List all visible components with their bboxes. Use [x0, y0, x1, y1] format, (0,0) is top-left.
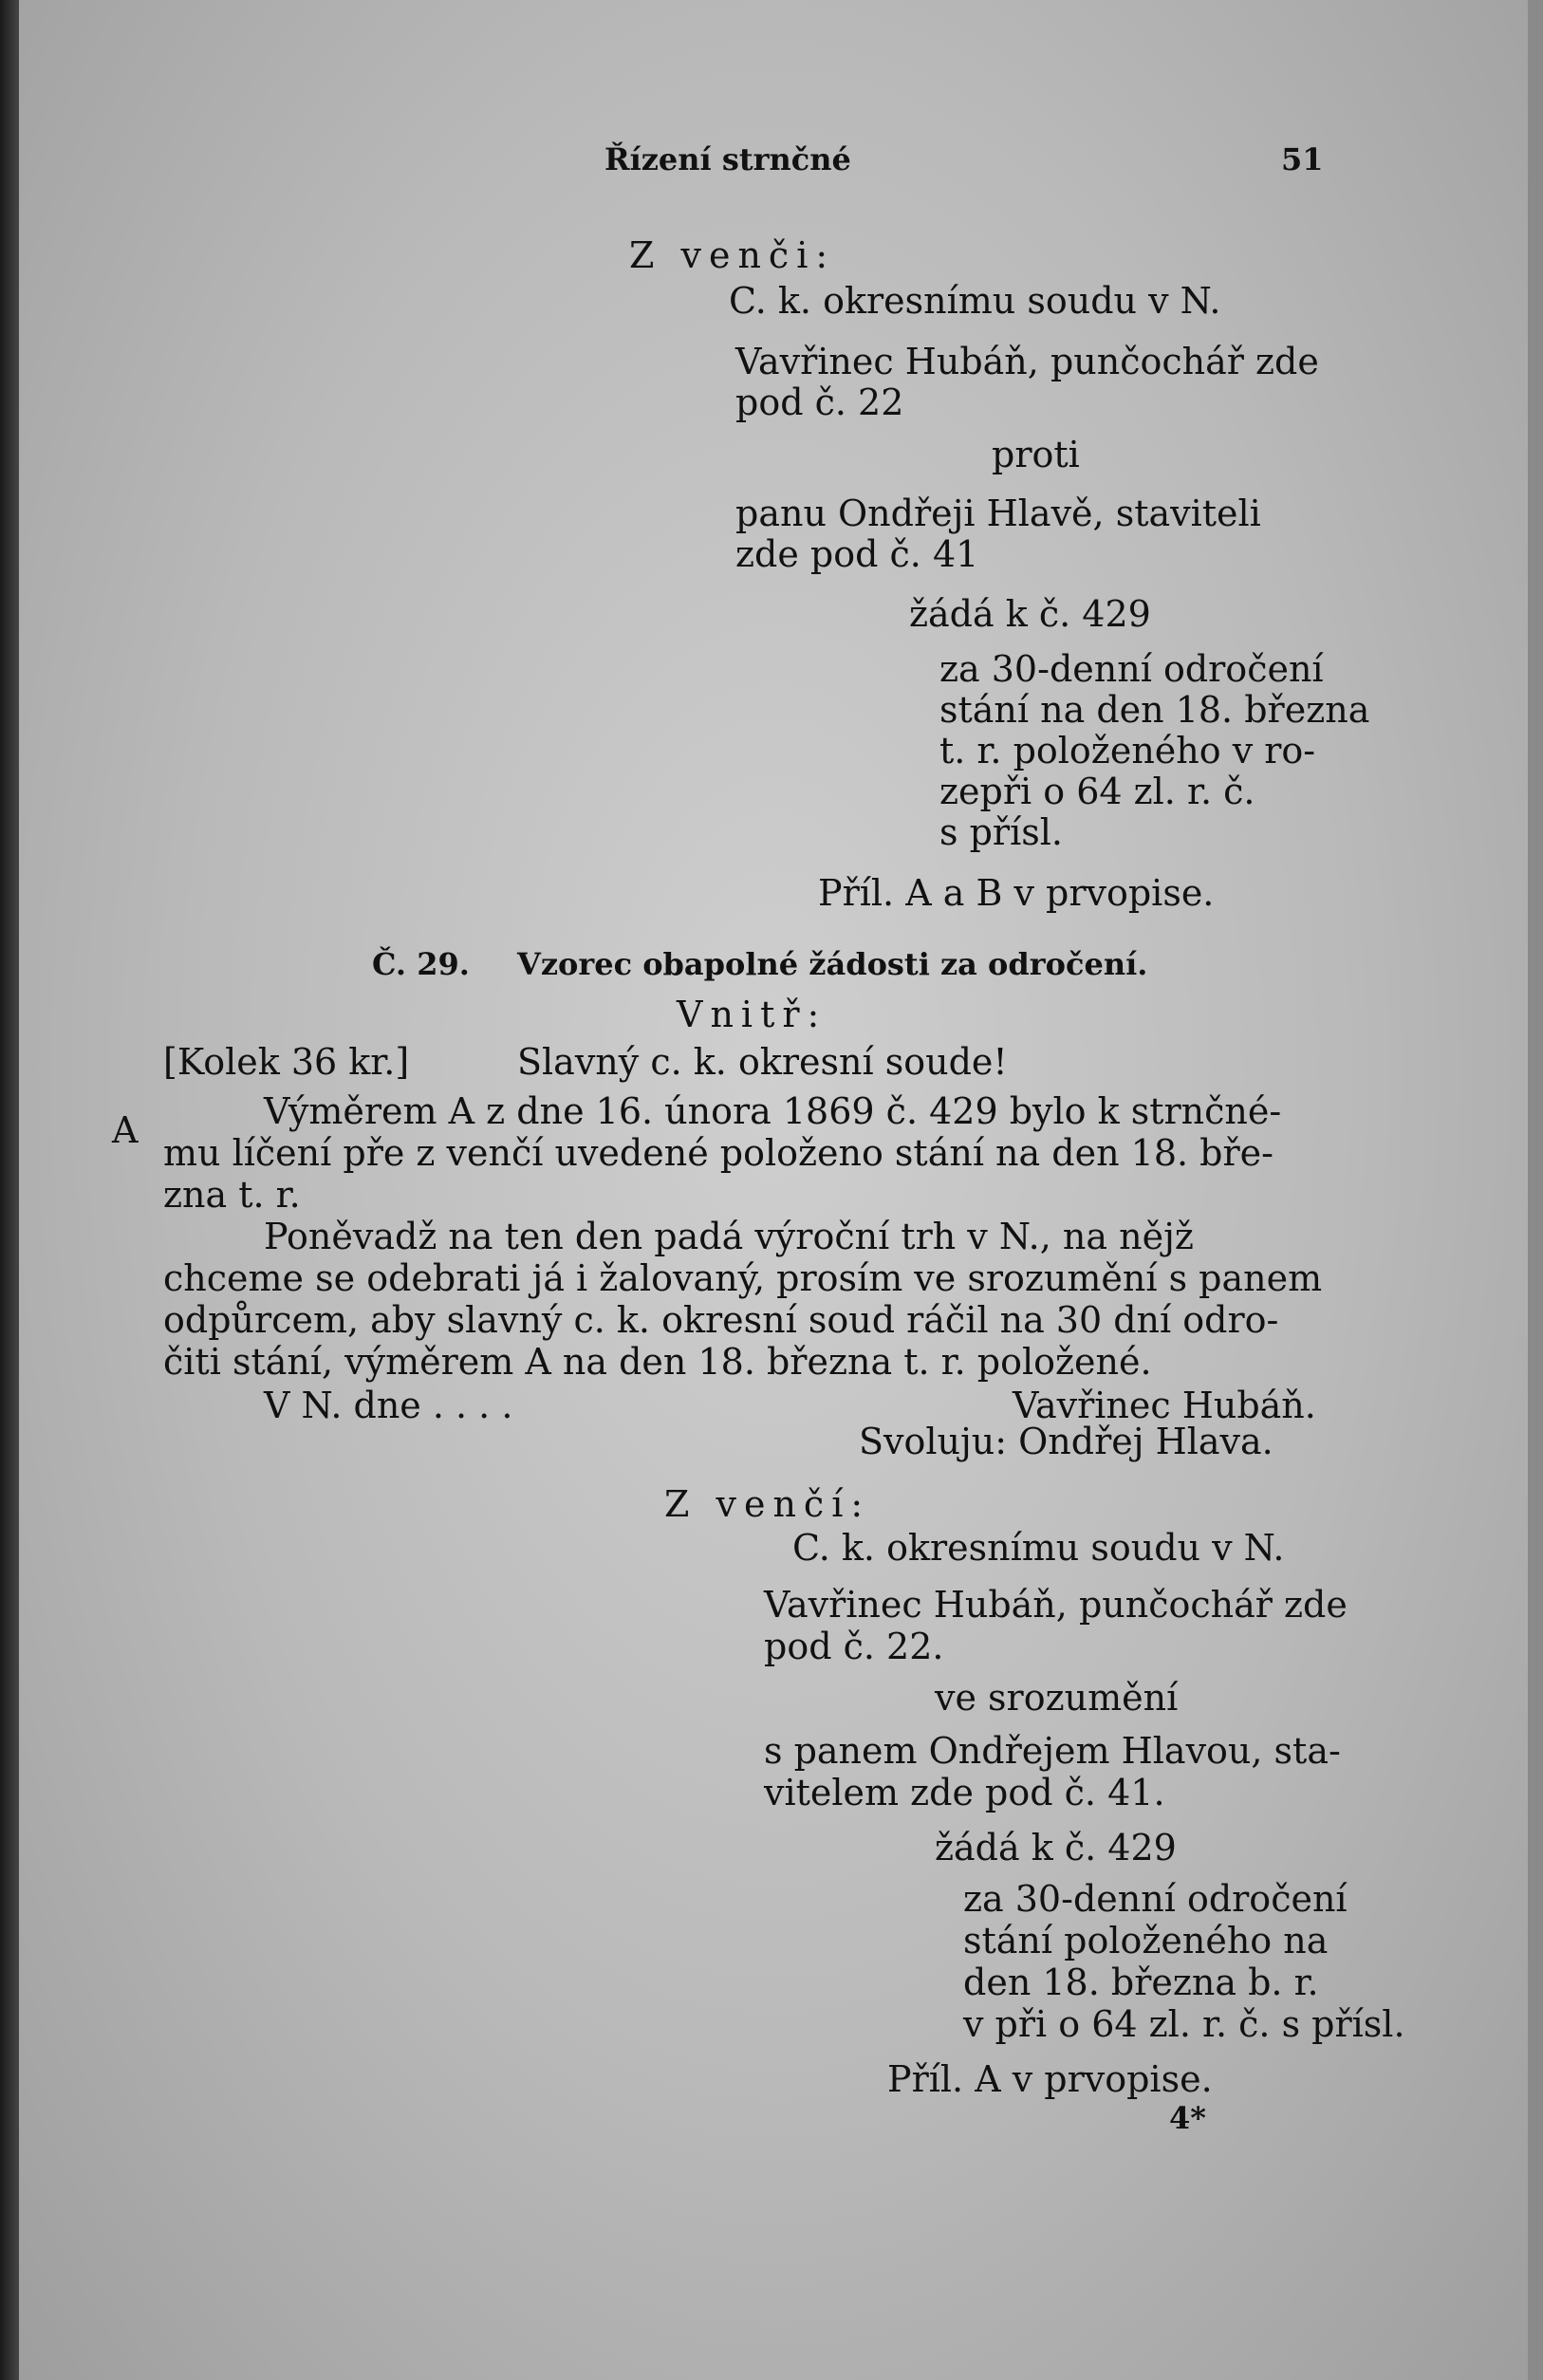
request-line: t. r. položeného v ro- — [939, 730, 1316, 772]
outer-heading: Z venčí: — [664, 1483, 871, 1525]
request-line: stání položeného na — [963, 1920, 1329, 1962]
request-line: stání na den 18. března — [939, 689, 1370, 731]
petitioner-line: Vavřinec Hubáň, punčochář zde — [764, 1584, 1348, 1626]
proti-label: proti — [992, 434, 1080, 475]
form-title: Vzorec obapolné žádosti za odročení. — [517, 946, 1148, 982]
attachment-note: Příl. A a B v prvopise. — [818, 872, 1215, 914]
form-number: Č. 29. — [372, 946, 470, 982]
request-line: za 30-denní odročení — [939, 648, 1324, 690]
page-number: 51 — [1281, 141, 1324, 177]
body-line: čiti stání, výměrem A na den 18. března t. r. položené. — [163, 1341, 1152, 1383]
request-line: s přísl. — [939, 811, 1063, 853]
stamp-note: [Kolek 36 kr.] — [163, 1041, 410, 1083]
agreement-line: s panem Ondřejem Hlavou, sta- — [764, 1730, 1341, 1772]
petitioner-line: pod č. 22 — [735, 381, 904, 423]
defendant-line: panu Ondřeji Hlavě, staviteli — [735, 493, 1261, 534]
body-line: Výměrem A z dne 16. února 1869 č. 429 bylo k strnčné- — [264, 1090, 1282, 1132]
binding-edge — [0, 0, 21, 2380]
request-line: v při o 64 zl. r. č. s přísl. — [963, 2003, 1405, 2045]
defendant-line: zde pod č. 41 — [735, 533, 979, 575]
body-line: chceme se odebrati já i žalovaný, prosím ve srozumění s panem — [163, 1257, 1323, 1299]
body-line: odpůrcem, aby slavný c. k. okresní soud ráčil na 30 dní odro- — [163, 1299, 1279, 1341]
body-line: zna t. r. — [163, 1174, 301, 1216]
attachment-note: Příl. A v prvopise. — [887, 2058, 1213, 2100]
agreement-line: vitelem zde pod č. 41. — [764, 1772, 1165, 1813]
petitioner-line: Vavřinec Hubáň, punčochář zde — [735, 341, 1319, 382]
agreement-line: ve srozumění — [935, 1677, 1179, 1719]
addressee: C. k. okresnímu soudu v N. — [792, 1527, 1285, 1569]
body-line: Poněvadž na ten den padá výroční trh v N., na nějž — [264, 1216, 1194, 1257]
petitioner-line: pod č. 22. — [764, 1626, 944, 1667]
addressee: C. k. okresnímu soudu v N. — [729, 280, 1221, 322]
signature-mark: 4* — [1169, 2100, 1206, 2136]
salutation: Slavný c. k. okresní soude! — [517, 1041, 1008, 1083]
place-date: V N. dne . . . . — [264, 1385, 513, 1426]
running-title: Řízení strnčné — [604, 141, 851, 177]
margin-mark: A — [112, 1109, 139, 1151]
request-number: žádá k č. 429 — [909, 593, 1151, 635]
request-line: zepři o 64 zl. r. č. — [939, 771, 1255, 812]
signature-line: Vavřinec Hubáň. — [1013, 1385, 1316, 1426]
outer-heading: Z venči: — [629, 234, 836, 276]
signature-line: Svoluju: Ondřej Hlava. — [859, 1421, 1273, 1462]
body-line: mu líčení pře z venčí uvedené položeno stání na den 18. bře- — [163, 1132, 1273, 1174]
request-number: žádá k č. 429 — [935, 1827, 1177, 1869]
request-line: za 30-denní odročení — [963, 1878, 1348, 1920]
request-line: den 18. března b. r. — [963, 1962, 1319, 2003]
inner-heading: Vnitř: — [677, 994, 827, 1035]
